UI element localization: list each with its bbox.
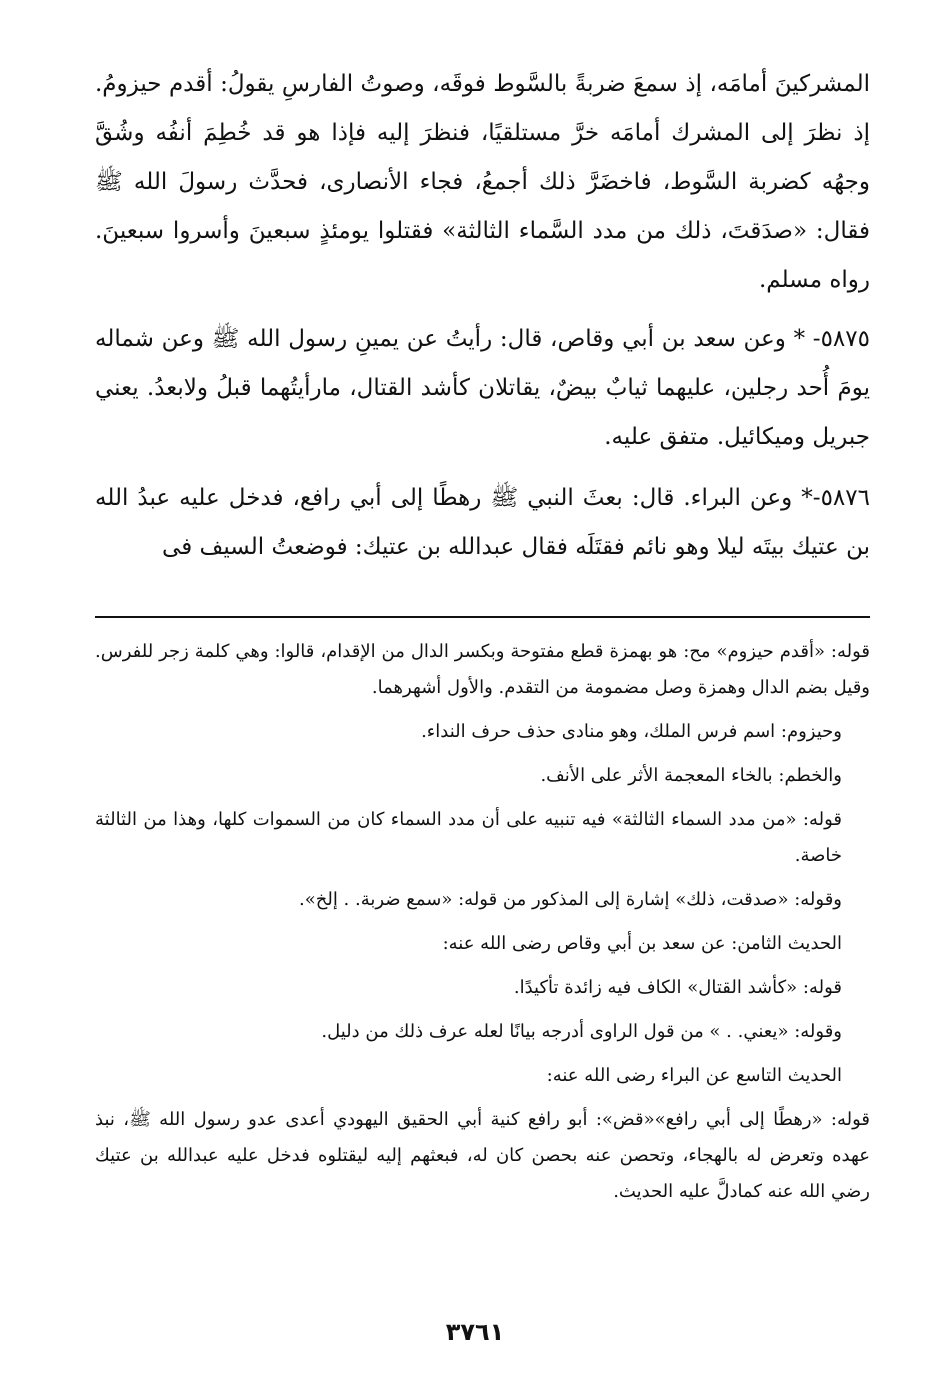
page-number: ٣٧٦١ [445,1318,505,1346]
note-paragraph: وحيزوم: اسم فرس الملك، وهو منادى حذف حرف النداء. [421,721,842,742]
note-paragraph: قوله: «أقدم حيزوم» مح: هو بهمزة قطع مفتوحة وبكسر الدال من الإقدام، قالوا: وهي كلمة زجر للفرس. وقيل بضم الدال وهمزة وصل مضمومة من التقدم. والأول أشهرهما. [95,641,870,698]
main-text [95,60,870,584]
footnote-divider [95,616,870,618]
section-heading-hadith-8: الحديث الثامن: عن سعد بن أبي وقاص رضى الله عنه: [442,933,842,954]
note-paragraph: وقوله: «يعني. . » من قول الراوى أدرجه بيانًا لعله عرف ذلك من دليل. [321,1021,842,1042]
section-heading-hadith-9: الحديث التاسع عن البراء رضى الله عنه: [546,1065,842,1086]
note-paragraph: قوله: «رهطًا إلى أبي رافع»«قض»: أبو رافع كنية أبي الحقيق اليهودي أعدى عدو رسول الله ﷺ، نبذ عهده وتعرض له بالهجاء، وتحصن عنه بحصن كان له، فبعثهم إليه ليقتلوه فدخل عليه عبدالله بن عتيك رضي الله عنه كمادلَّ عليه الحديث. [95,1109,870,1202]
note-paragraph: وقوله: «صدقت، ذلك» إشارة إلى المذكور من قوله: «سمع ضربة. . إلخ». [298,889,842,910]
note-paragraph: والخطم: بالخاء المعجمة الأثر على الأنف. [540,765,842,786]
hadith-continuation-paragraph: المشركينَ أمامَه، إذ سمعَ ضربةً بالسَّوط فوقَه، وصوتُ الفارسِ يقولُ: أقدم حيزومُ. إذ نظرَ إلى المشرك أمامَه خرَّ مستلقيًا، فنظرَ إليه فإذا هو قد خُطِمَ أنفُه وشُقَّ وجهُه كضربة السَّوط، فاخضَرَّ ذلك أجمعُ، فجاء الأنصارى، فحدَّث رسولَ الله ﷺ فقال: «صدَقتَ، ذلك من مدد السَّماء الثالثة» فقتلوا يومئذٍ سبعينَ وأسروا سبعينَ. رواه مسلم. [95,71,870,293]
note-paragraph: قوله: «كأشد القتال» الكاف فيه زائدة تأكيدًا. [513,977,842,998]
note-paragraph: قوله: «من مدد السماء الثالثة» فيه تنبيه على أن مدد السماء كان من السموات كلها، وهذا من الثالثة خاصة. [95,809,842,866]
hadith-5875-paragraph: ٥٨٧٥- * وعن سعد بن أبي وقاص، قال: رأيتُ عن يمينِ رسول الله ﷺ وعن شماله يومَ أُحد رجلين، عليهما ثيابٌ بيضٌ، يقاتلان كأشد القتال، مارأيتُهما قبلُ ولابعدُ. يعني جبريل وميكائيل. متفق عليه. [95,326,870,450]
commentary-notes [95,634,870,1218]
hadith-5876-paragraph: ٥٨٧٦-* وعن البراء. قال: بعثَ النبي ﷺ رهطًا إلى أبي رافع، فدخل عليه عبدُ الله بن عتيك بيتَه ليلا وهو نائم فقتَلَه فقال عبدالله بن عتيك: فوضعتُ السيف فى [95,485,870,560]
